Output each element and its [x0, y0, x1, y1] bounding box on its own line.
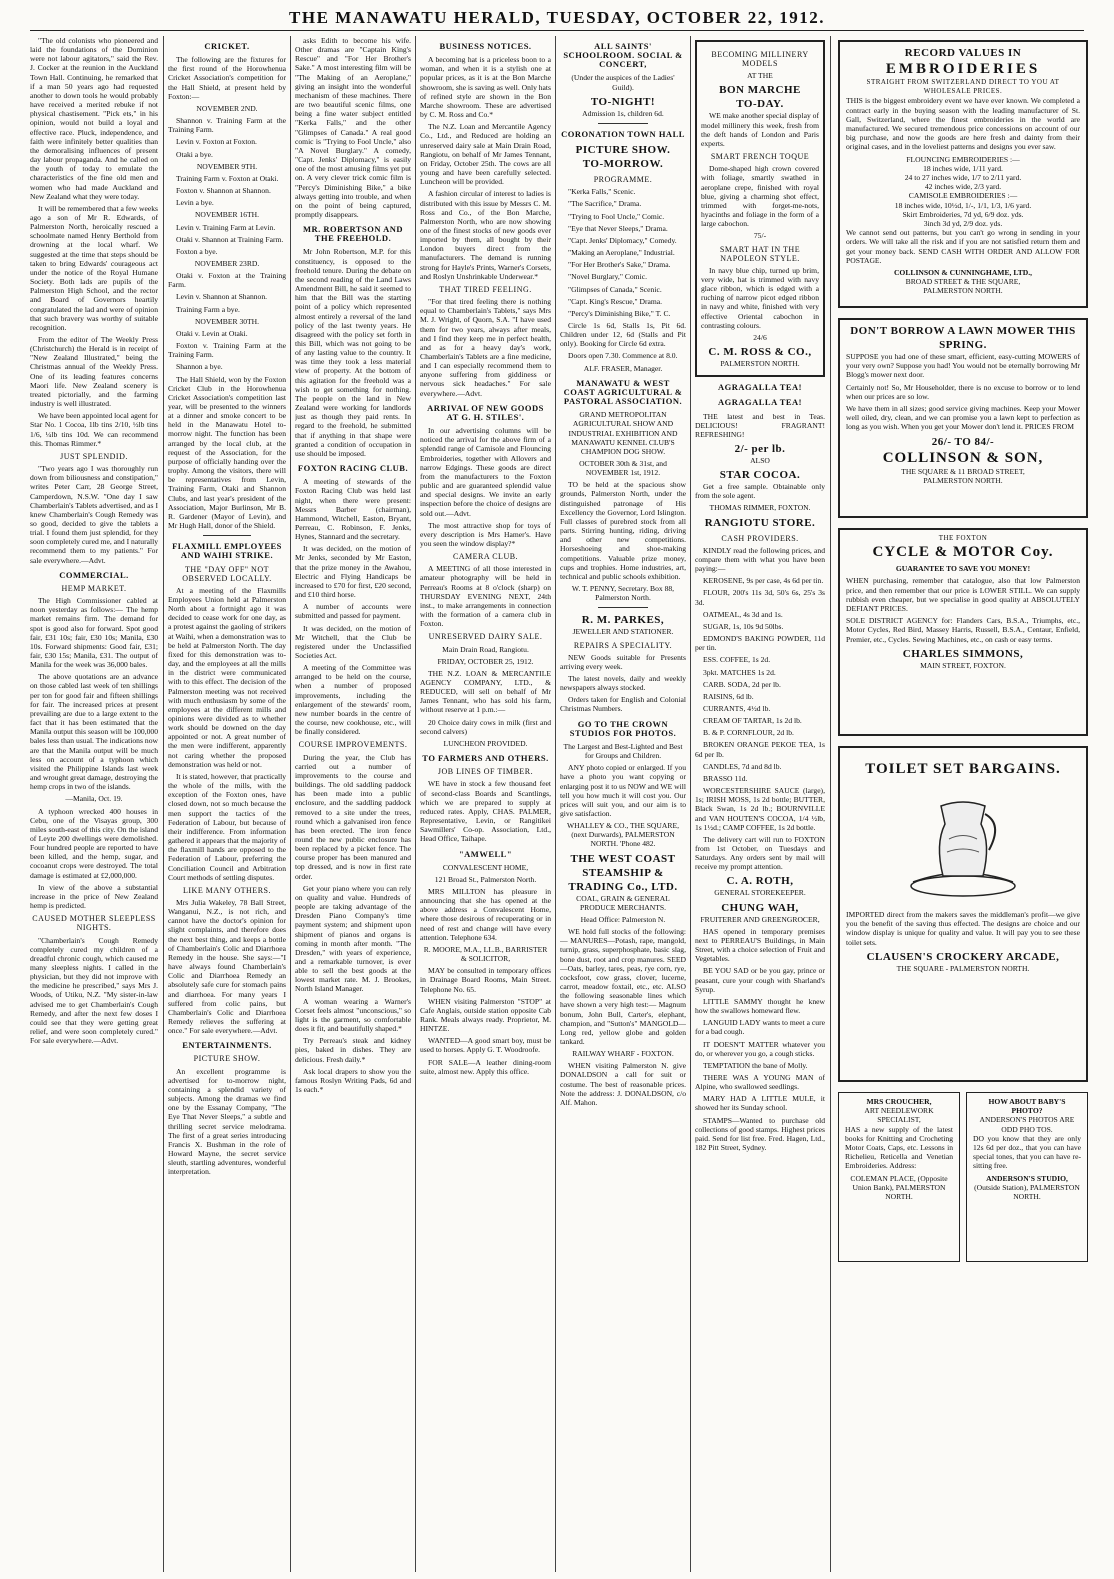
- masthead: THE MANAWATU HERALD, TUESDAY, OCTOBER 22, 1912.: [289, 8, 825, 27]
- list-item: BRASSO 11d.: [703, 773, 748, 783]
- heading: REPAIRS A SPECIALITY.: [573, 640, 673, 650]
- separator: [598, 607, 648, 608]
- paragraph: asks Edith to become his wife. Other dramas are "Captain King's Rescue" and "For Her Brother's Sake." A most interesting film will be "The Making of an Aeroplane," giving an insight into the wonderful mechanism of these machines. There are two beautiful scenic films, one being a fine water subject entitled "Kerka Falls," and the other "Glimpses of Canada." A real good comic is "Trying to Fool Uncle," also "A Novel Burglary." A comedy, "Capt. Jenks' Diplomacy," is easily one of the most amusing films yet put on. A very clever trick comic film is "Percy's Diminishing Bike," a bike always getting into trouble, and when on the point of being captured, promptly disappears.: [295, 36, 411, 219]
- price: 24/6: [753, 332, 767, 342]
- paragraph: NEW Goods suitable for Presents arriving every week.: [560, 652, 686, 671]
- paragraph: A meeting of the Committee was arranged to be held on the course, when a number of proposed improvements, including the enlargement of the stewards' room, new number boards in the centre of the course, new cookhouse, etc., will be finally considered.: [295, 663, 411, 737]
- paragraph: It will be remembered that a few weeks ago a son of Mr R. Edwards, of Palmerston North, heroically rescued a schoolmate named Henry Berthold from drowning at the local wharf. We suggested at the time that steps should be taken to bring Edwards' courageous act under the notice of the Royal Humane Society. Both lads are pupils of the Palmerston High School, and the rector and Board of Governors heartily congratulated the lad and were of opinion that such bravery was worthy of suitable recognition.: [30, 203, 158, 332]
- heading: JOB LINES OF TIMBER.: [437, 767, 534, 777]
- list-item: "Eye that Never Sleeps," Drama.: [568, 223, 668, 233]
- address: PALMERSTON NORTH.: [720, 359, 800, 369]
- separator: [203, 535, 250, 536]
- paragraph: The delivery cart will run to FOXTON from 1st October, on Tuesdays and Saturdays. Any orders sent by mail will receive my prompt attention.: [695, 834, 825, 872]
- paragraph: TO be held at the spacious show grounds, Palmerston North, under the distinguished patronage of His Excellency the Governor, Lord Islington. Full classes of purebred stock from all parts. Stirring hunting, riding, driving and other new competitions. Horseshoeing and shoe-making competitions. Valuable prize money, cups and trophies. Home industries, art, technical and public schools exhibition.: [560, 480, 686, 581]
- paragraph: The latest novels, daily and weekly newspapers always stocked.: [560, 673, 686, 693]
- fixture-line: Training Farm a bye.: [176, 304, 240, 314]
- heading: R. M. PARKES,: [581, 614, 665, 627]
- dairy-date: FRIDAY, OCTOBER 25, 1912.: [437, 656, 534, 666]
- paragraph: Ask local drapers to show you the famous Roslyn Writing Pads, 6d and 1s each.*: [295, 1066, 411, 1095]
- list-item: FLOUR, 200's 11s 3d, 50's 6s, 25's 3s 3d.: [695, 588, 825, 607]
- column-2: [168, 36, 286, 1572]
- subheading: FRUITERER AND GREENGROCER,: [700, 914, 820, 924]
- heading: ALL SAINTS' SCHOOLROOM. SOCIAL & CONCERT,: [563, 41, 683, 70]
- paragraph: "The old colonists who pioneered and laid the foundations of the Dominion were not labour agitators," said the Rev. J. Cocker at the reunion in the Auckland Town Hall. Continuing, he remarked that if a man 50 years ago had requested another to down tools he would probably have received a merited rebuke if not physical chastisement. "Pick ets," in his opinion, would not build a loyal and effective race. Pluck, independence, and faith were infinitely better qualities than the demoralising influences of present day labour propaganda. And he called on the youth of today to emulate the characteristics of the fine old men and women who had made Auckland and New Zealand what they were today.: [30, 36, 158, 201]
- paragraph: Dome-shaped high crown covered with foliage, smartly swathed in aeroplane crepe, finished with royal blue, giving a charming shot effect, trimmed with forget-me-nots, hyacinths and foliage in the form of a large cabochon.: [701, 164, 819, 229]
- paragraph: "Chamberlain's Cough Remedy completely cured my children of a dreadful chronic cough, which caused me many sleepless nights. I called in the physician, but they did not improve with the medicine he prescribed," says Mrs J. Woods, of Utiku, N.Z. "My sister-in-law advised me to get Chamberlain's Cough Remedy, and after the next few doses I could see that they were getting great relief, and were soon completely cured." For sale everywhere.—Advt.: [30, 935, 158, 1046]
- paragraph: A becoming hat is a priceless boon to a woman, and when it is a stylish one at popular prices, as it is at the Bon Marche showroom, she is saving as well. Only hats of refined style are shown in the Bon Marche showroom. These are advertised by C. M. Ross and Co.*: [420, 55, 551, 120]
- paragraph: 20 Choice dairy cows in milk (first and second calvers): [420, 717, 551, 736]
- advertiser: CHARLES SIMMONS,: [902, 647, 1024, 660]
- luncheon-note: LUNCHEON PROVIDED.: [443, 738, 528, 748]
- subheading: The Largest and Best-Lighted and Best for Groups and Children.: [563, 741, 683, 761]
- heading: ARRIVAL OF NEW GOODS AT G. H. STILES'.: [427, 402, 544, 422]
- subheading: GRAND METROPOLITAN AGRICULTURAL SHOW AND INDUSTRIAL EXHIBITION AND MANAWATU KENNEL CLUB'S CHAMPION DOG SHOW.: [568, 410, 678, 456]
- heading: THAT TIRED FEELING.: [439, 284, 532, 294]
- signature: THOMAS RIMMER, FOXTON.: [709, 503, 811, 513]
- list-item: TEMPTATION the bane of Molly.: [703, 1060, 808, 1070]
- column-divider: [290, 36, 291, 1572]
- paragraph: The High Commissioner cabled at noon yesterday as follows:— The hemp market remains firm. The demand for spot is good also for forward. Spot good fair, £31 10s; fair, £30 10s; Manila, £30 10s. Forward shipments: Good fair, £31; fair, £30 15s; Manila, £31. The output of Manila for the week was 36,000 bales.: [30, 596, 158, 670]
- paragraph: WE have in stock a few thousand feet of second-class Boards and Scantlings, which we are prepared to supply at reduced rates. Apply, CHAS. PALMER, Representative, Levin, or Rangitikei Sawmillers' Co-op. Association, Ltd., Head Office, Taihape.: [420, 779, 551, 844]
- heading: CAMERA CLUB.: [452, 552, 519, 562]
- address: THE SQUARE - PALMERSTON NORTH.: [896, 963, 1030, 973]
- heading: TO-MORROW.: [582, 158, 664, 171]
- list-item: "Capt. Jenks' Diplomacy," Comedy.: [568, 235, 677, 245]
- paragraph: Try Perreau's steak and kidney pies, baked in dishes. They are delicious. Fresh daily.*: [295, 1036, 411, 1064]
- paragraph: In navy blue chip, turned up brim, very wide, hat is trimmed with navy glace ribbon, which is edged with a ruching of narrow picot edged ribbon in navy and white, finished with very effective Oriental cabochon in contrasting colours.: [701, 265, 819, 330]
- subheading: GENERAL STOREKEEPER.: [714, 888, 806, 898]
- paragraph: The Hall Shield, won by the Foxton Cricket Club in the Horowhenua Cricket Association's competition last year, will be presented to the winners at a dinner and smoke concert to be held in the Manawatu Hotel to-morrow night. The function has been arranged by the local club, at the request of the Association, for the purpose of officially handing over the trophy. Among the visitors, there will be representatives from Levin, Training Farm, Otaki and Shannon Clubs, and last year's president of the Association, Major Burlinson, Mr B. R. Gardener (Mayor of Levin), and Mr Hugh Hall, donor of the Shield.: [168, 374, 286, 531]
- paragraph: WHEN visiting Palmerston "STOP" at Cafe Anglais, outside station opposite Cab Rank. Meals always ready. Proprietor, M. HINTZE.: [420, 996, 551, 1034]
- paragraph: In view of the above a substantial increase in the price of New Zealand hemp is predicted.: [30, 882, 158, 911]
- paragraph: It is stated, however, that practically the whole of the mills, with the exception of the Foxton ones, have closed down, not so much because the men support the tactics of the Federation of Labour, but because of their indifference. From information gathered it appears that the majority of the flaxmill hands are opposed to the Federation of Labour, preferring the Conciliation Council and Arbitration Court methods of settling disputes.: [168, 771, 286, 882]
- list-item: "Kerka Falls," Scenic.: [568, 187, 636, 197]
- paragraph: It was decided, on the motion of Mr Jenks, seconded by Mr Easton, that the prize money in the Awahou, Electric and Flying Handicaps be increased to £70 for first, £20 second, and £10 third horse.: [295, 544, 411, 600]
- paragraph: MRS MILLTON has pleasure in announcing that she has opened at the above address a Convalescent Home, where those desirous of recuperating or in need of rest and change will have every attention. Telephone 634.: [420, 886, 551, 942]
- fixture-line: NOVEMBER 9TH.: [196, 161, 258, 171]
- paragraph: Mrs Julia Wakeley, 78 Ball Street, Wanganui, N.Z., is not rich, and cannot have the doctor's opinion for slight complaints, and therefore does the next best thing, and keeps a bottle of Chamberlain's Colic and Diarrhoea Remedy in the house. She says:—"I have always found Chamberlain's Colic and Diarrhoea Remedy an absolutely safe cure for stomach pains and diarrhoea. For many years I suffered from colic pains, but Chamberlain's Colic and Diarrhoea Remedy relieves the suffering at once." For sale everywhere.—Advt.: [168, 897, 286, 1036]
- advertiser: COLLINSON & SON,: [882, 449, 1044, 466]
- paragraph: At a meeting of the Flaxmills Employees Union held at Palmerston North about a fortnight ago it was decided to cease work for one day, as a protest against the gaoling of strikers at Waihi, when a demonstration was to be held at Palmerston North. The day fixed for this demonstration was to-day, and the employees at all the mills in the district were communicated with to this effect. The decision of the Palmerston meeting was not received with much enthusiasm by some of the employees at the different mills and opinions were divided as to whether work should be downed on the day appointed or not. A great number of the men were indifferent, apparently not caring whether the proposed demonstration was held or not.: [168, 585, 286, 769]
- price: 2/- per lb.: [734, 443, 786, 455]
- list-item: WORCESTERSHIRE SAUCE (large), 1s; IRISH MOSS, 1s 2d bottle; BUTTER, Black Swan, 1s 2d lb.; BOURNVILLE and VAN HOUTEN'S COCOA, 1/4 ½lb, 1s 1½d.; CAMP COFFEE, 1s 2d bottle.: [695, 786, 825, 832]
- heading: COMMERCIAL.: [59, 569, 129, 580]
- paragraph: We have been appointed local agent for Star No. 1 Cocoa, 1lb tins 2/10, ½lb tins 1/6, ¼lb tins 10d. We can recommend this. Thomas Rimmer.*: [30, 411, 158, 448]
- anderson-ad: [966, 1092, 1088, 1262]
- list-item: "The Sacrifice," Drama.: [568, 199, 642, 209]
- paragraph: "Two years ago I was thoroughly run down from biliousness and constipation," writes Peter Carr, 28 George Street, Camperdown, N.S.W. "One day I saw Chamberlain's Tablets advertised, and as I knew Chamberlain's Cough Remedy was so good, decided to give the tablets a trial. I found them just splendid, for they soon completely cured me, and I naturally recommend them to my patients." For sale everywhere.—Advt.: [30, 464, 158, 565]
- address: (Outside Station), PALMERSTON NORTH.: [974, 1182, 1080, 1202]
- fixture-line: Otaki a bye.: [176, 149, 213, 159]
- list-item: CARB. SODA, 2d per lb.: [703, 679, 781, 689]
- fixture-line: Otaki v. Foxton at the Training Farm.: [168, 271, 286, 290]
- paragraph: WHEN visiting Palmerston N. give DONALDSON a call for suit or costume. The best of reasonable prices. Note the address: J. DONALDSON, c/o Alf. Mahon.: [560, 1061, 686, 1107]
- paragraph: The most attractive shop for toys of every description is Mrs Hamer's. Have you seen the window display?*: [420, 520, 551, 548]
- paragraph: KINDLY read the following prices, and compare them with what you have been paying:—: [695, 545, 825, 574]
- paragraph: Mr John Robertson, M.P. for this constituency, is opposed to the freehold tenure. During the debate on the second reading of the Land Laws Amendment Bill, he said it seemed to him that the Bill was the starting point of a policy which represented almost entirely a reversal of the land policy of the last twenty years. He disagreed with the policy set forth in this Bill, which was not going to be of any lasting value to the country. It was time they took a less material view of property. At the bottom of this agitation for the freehold was a wish to get something for nothing. The people on the land in New Zealand were working for landlords just as though they paid rents. In regard to the freehold, he submitted that if anything in that shape were granted a condition of occupation in use should be imposed.: [295, 247, 411, 458]
- column-6: [695, 36, 825, 1572]
- paragraph: "For that tired feeling there is nothing equal to Chamberlain's Tablets," says Mrs M. J. Wright, of Quorn, S.A. "I have used them for two years, always after meals, and I find they keep me in perfect health, and as for a heavy day's work, Chamberlain's Tablets are a fine medicine, and I can especially recommend them to anyone suffering from giddiness or nervous sick headaches." For sale everywhere.—Advt.: [420, 297, 551, 398]
- paragraph: THE N.Z. LOAN & MERCANTILE AGENCY COMPANY, LTD., & REDUCED, will sell on behalf of Mr James Tennant, who has sold his farm, without reserve at 1 p.m.:—: [420, 668, 551, 715]
- list-item: "Percy's Diminishing Bike," T. C.: [568, 308, 671, 318]
- heading: HOW ABOUT BABY'S PHOTO?: [988, 1097, 1066, 1116]
- paragraph: Circle 1s 6d, Stalls 1s, Pit 6d. Children under 12, 6d (Stalls and Pit only). Booking for Circle 6d extra.: [560, 320, 686, 349]
- toilet-set-ad: [838, 746, 1088, 1082]
- heading: FOXTON RACING CLUB.: [297, 463, 409, 474]
- fixture-line: NOVEMBER 30TH.: [194, 316, 260, 326]
- address: Head Office: Palmerston N.: [580, 914, 666, 924]
- subheading: COAL, GRAIN & GENERAL PRODUCE MERCHANTS.: [576, 893, 670, 912]
- paragraph: A typhoon wrecked 400 houses in Cebu, one of the Visayas group, 300 miles south-east of this city. On the island of Leyte 200 dwellings were demolished. Four hundred people are reported to have been killed, and the hemp, sugar, and cocoanut crops were destroyed. The total damage is estimated at £2,000,000.: [30, 806, 158, 880]
- paragraph: A meeting of stewards of the Foxton Racing Club was held last night, when there were present: Messrs Barber (chairman), Hammond, Witchell, Easton, Bryant, Perreau, C. Robinson, F. Jenks, Hynes, Stannard and the secretary.: [295, 477, 411, 542]
- heading: BUSINESS NOTICES.: [439, 41, 532, 51]
- column-1: [30, 36, 158, 1572]
- heading: COURSE IMPROVEMENTS.: [298, 740, 408, 750]
- croucher-ad: [838, 1092, 960, 1262]
- label: ALSO: [750, 456, 770, 465]
- list-item: 18 inches wide, 10½d, 1/-, 1/1, 1/3, 1/6 yard.: [894, 200, 1032, 210]
- paragraph: A number of accounts were submitted and passed for payment.: [295, 602, 411, 621]
- signature: WHALLEY & CO., THE SQUARE, (next Durwards), PALMERSTON NORTH. 'Phone 482.: [566, 821, 679, 849]
- address: COLEMAN PLACE, (Opposite Union Bank), PALMERSTON NORTH.: [850, 1173, 948, 1202]
- fixture-line: Otaki v. Levin at Otaki.: [176, 328, 248, 338]
- paragraph: SOLE DISTRICT AGENCY for: Flanders Cars, B.S.A., Triumphs, etc., Motor Cycles, Red Bird, Massey Harris, Russell, B.S.A., Centaur, Enfield, Premier, etc., Cycles. Sewing Machines, etc., on cash or easy terms.: [846, 616, 1080, 644]
- fixture-line: NOVEMBER 23RD.: [194, 258, 260, 268]
- heading: THE "DAY OFF" NOT OBSERVED LOCALLY.: [182, 564, 272, 583]
- address: RAILWAY WHARF - FOXTON.: [572, 1049, 674, 1059]
- jug-and-basin-illustration: [903, 784, 1023, 904]
- fixture-list: [168, 104, 286, 372]
- fixture-line: Shannon v. Training Farm at the Training Farm.: [168, 116, 286, 135]
- paragraph: Certainly not! So, Mr Householder, there is no excuse to borrow or to lend when our prices are so low.: [846, 382, 1080, 401]
- heading: TO FARMERS AND OTHERS.: [422, 753, 549, 764]
- column-4: [420, 36, 551, 1572]
- fixture-line: NOVEMBER 16TH.: [194, 210, 260, 220]
- heading: AGRAGALLA TEA!: [717, 397, 803, 408]
- fixture-line: NOVEMBER 2ND.: [196, 103, 258, 113]
- heading: CRICKET.: [204, 41, 250, 51]
- paragraph: Orders taken for English and Colonial Christmas Numbers.: [560, 695, 686, 714]
- list-item: "Novel Burglary," Comic.: [568, 272, 647, 282]
- list-item: 3inch 3d yd, 2/9 doz. yds.: [923, 219, 1003, 229]
- list-item: 24 to 27 inches wide, 1/7 to 2/11 yard.: [904, 173, 1022, 183]
- signature: ALF. FRASER, Manager.: [583, 363, 663, 373]
- paragraph: It was decided, on the motion of Mr Witchell, that the Club be registered under the Unclassified Societies Act.: [295, 623, 411, 660]
- list-item: CURRANTS, 4½d lb.: [703, 703, 771, 713]
- column-5: [560, 36, 686, 1572]
- paragraph: The following are the fixtures for the first round of the Horowhenua Cricket Association's competition for the Hall Shield, at present held by Foxton:—: [168, 55, 286, 101]
- heading: C. M. ROSS & CO.,: [708, 346, 812, 359]
- list-item: B. & P. CORNFLOUR, 2d lb.: [703, 728, 794, 738]
- heading: MR. ROBERTSON AND THE FREEHOLD.: [302, 224, 404, 244]
- heading: JUST SPLENDID.: [60, 451, 128, 461]
- heading: TOILET SET BARGAINS.: [865, 761, 1061, 777]
- paragraph: A MEETING of all those interested in amateur photography will be held in Perreau's Rooms at 8 o'clock (sharp) on THURSDAY EVENING NEXT, 24th inst., to make arrangements in connection with the formation of a camera club in Foxton.: [420, 564, 551, 629]
- fixture-line: Levin v. Training Farm at Levin.: [176, 222, 276, 232]
- paragraph: We have them in all sizes; good service giving machines. Keep your Mower well oiled, dry, clean, and we can promise you a lawn kept to perfection as long as you wish. When you get your Mower don't lend it. PRICES FROM: [846, 404, 1080, 432]
- price-list: [695, 576, 825, 832]
- column-divider: [690, 36, 691, 1572]
- address: BROAD STREET & THE SQUARE,: [905, 277, 1021, 287]
- list-item: KEROSENE, 9s per case, 4s 6d per tin.: [703, 576, 824, 586]
- mower-ad: [838, 318, 1088, 518]
- list-item: "Capt. King's Rescue," Drama.: [568, 296, 663, 306]
- heading: FLAXMILL EMPLOYEES AND WAIHI STRIKE.: [172, 541, 282, 561]
- subheading: AT THE: [747, 71, 773, 81]
- heading: MANAWATU & WEST COAST AGRICULTURAL & PASTORAL ASSOCIATION.: [563, 377, 683, 407]
- paragraph: Get a free sample. Obtainable only from the sole agent.: [695, 482, 825, 501]
- list-item: CREAM OF TARTAR, 1s 2d lb.: [703, 716, 802, 726]
- small-ads: [695, 966, 825, 1112]
- heading: GO TO THE CROWN STUDIOS FOR PHOTOS.: [569, 718, 677, 738]
- signature: W. T. PENNY, Secretary. Box 88, Palmerston North.: [571, 584, 675, 603]
- heading: SMART FRENCH TOQUE: [710, 152, 810, 162]
- list-item: BROKEN ORANGE PEKOE TEA, 1s 6d per lb.: [695, 740, 825, 759]
- subheading: GUARANTEE TO SAVE YOU MONEY!: [895, 564, 1031, 574]
- list-item: 3pkt. MATCHES 1s 2d.: [703, 667, 776, 677]
- heading: TO-NIGHT!: [590, 95, 656, 108]
- fixture-line: Levin a bye.: [176, 198, 214, 208]
- paragraph: FOR SALE—A leather dining-room suite, almost new. Apply this office.: [420, 1057, 551, 1076]
- separator: [598, 123, 648, 124]
- paragraph: THE latest and best in Teas. DELICIOUS! FRAGRANT! REFRESHING!: [695, 411, 825, 439]
- paragraph: The above quotations are an advance on those cabled last week of ten shillings per ton for good fair and fifteen shillings for fair. The increased prices at present prevailing are due to a large extent to the fact that it has been estimated that the Manila output this season will be 100,000 bales less than usual. The indications now are that the Manila output will be much less on account of a typhoon which visited the Philippine Islands last week and wrought great damage, destroying the hemp crops in two of the islands.: [30, 672, 158, 792]
- dairy-location: Main Drain Road, Rangiotu.: [442, 644, 529, 654]
- embroideries-ad: [838, 40, 1088, 308]
- heading: PICTURE SHOW.: [193, 1054, 261, 1064]
- advertiser: ANDERSON'S STUDIO,: [986, 1173, 1068, 1183]
- address: 121 Broad St., Palmerston North.: [434, 874, 537, 884]
- column-divider: [555, 36, 556, 1572]
- list-item: "Glimpses of Canada," Scenic.: [568, 284, 662, 294]
- subheading: STRAIGHT FROM SWITZERLAND DIRECT TO YOU AT WHOLESALE PRICES.: [866, 78, 1060, 96]
- paragraph: SUPPOSE you had one of these smart, efficient, easy-cutting MOWERS of your very own? Suppose you had! You would not be eternally borrowing Mr Blogg's mower next door.: [846, 352, 1080, 380]
- paragraph: The N.Z. Loan and Mercantile Agency Co., Ltd., and Reduced are holding an unreserved dairy sale at Main Drain Road, Rangiotu, on behalf of Mr James Tennant, on Friday, October 25th. The cows are all young and have been carefully selected. Luncheon will be provided.: [420, 122, 551, 187]
- list-item: BE YOU SAD or be you gay, prince or peasant, cure your cough with Sharland's Syrup.: [695, 966, 825, 994]
- fixture-line: Foxton a bye.: [176, 246, 218, 256]
- list-item: RAISINS, 6d lb.: [703, 691, 754, 701]
- address: PALMERSTON NORTH.: [923, 286, 1003, 296]
- subheading: ANDERSON'S PHOTOS ARE ODD PHO TOS.: [979, 1115, 1075, 1134]
- subheading: (Under the auspices of the Ladies' Guild).: [571, 73, 675, 92]
- subheading: ART NEEDLEWORK SPECIALIST,: [864, 1106, 934, 1125]
- admission: Admission 1s, children 6d.: [582, 108, 664, 118]
- heading: FLOUNCING EMBROIDERIES :—: [906, 154, 1020, 164]
- column-divider: [415, 36, 416, 1572]
- paragraph: THIS is the biggest embroidery event we have ever known. We completed a contract early in the buying season with the leading manufacturer of St. Gall, Switzerland, where the finest embroideries in the world are manufactured. We secured tremendous price concessions on account of our big purchase, and now the goods are here fresh and dainty from their original cases, and in the loveliest patterns and designs you ever saw.: [846, 96, 1080, 152]
- heading: TO-DAY.: [736, 98, 784, 111]
- heading: RECORD VALUES IN: [904, 47, 1022, 59]
- heading: BECOMING MILLINERY MODELS: [711, 50, 809, 69]
- paragraph: HAS opened in temporary premises next to PERREAU'S Buildings, in Main Street, with a choice selection of Fruit and Vegetables.: [695, 926, 825, 964]
- list-item: THERE WAS A YOUNG MAN of Alpine, who swallowed seedlings.: [695, 1072, 825, 1092]
- film-list: [560, 187, 686, 318]
- list-item: LANGUID LADY wants to meet a cure for a bad cough.: [695, 1018, 825, 1037]
- paragraph: WE make another special display of model millinery this week, fresh from the deft hands of London and Paris experts.: [701, 111, 819, 148]
- list-item: "For Her Brother's Sake," Drama.: [568, 260, 671, 270]
- heading: CASH PROVIDERS.: [721, 533, 799, 543]
- heading: PICTURE SHOW.: [575, 144, 671, 157]
- column-3: [295, 36, 411, 1572]
- heading: CYCLE & MOTOR Coy.: [872, 544, 1054, 561]
- fixture-line: Training Farm v. Foxton at Otaki.: [176, 173, 279, 183]
- list-item: IT DOESN'T MATTER whatever you do, or wherever you go, a cough sticks.: [695, 1039, 825, 1058]
- advertiser: CLAUSEN'S CROCKERY ARCADE,: [866, 950, 1060, 963]
- heading: SMART HAT IN THE NAPOLEON STYLE.: [719, 244, 801, 263]
- paragraph: A woman wearing a Warner's Corset feels almost "unconscious," so light is the garment, so comfortable does it fit, and beautifully shaped.*: [295, 996, 411, 1034]
- list-item: "Trying to Fool Uncle," Comic.: [568, 211, 665, 221]
- dates: OCTOBER 30th & 31st, and NOVEMBER 1st, 1912.: [579, 459, 667, 478]
- list-item: "Making an Aeroplane," Industrial.: [568, 248, 675, 258]
- list-item: OATMEAL, 4s 3d and 1s.: [703, 609, 783, 619]
- list-item: 18 inches wide, 1/11 yard.: [923, 163, 1003, 173]
- dateline: —Manila, Oct. 19.: [65, 794, 123, 804]
- paragraph: In our advertising columns will be noticed the arrival for the above firm of a splendid range of Camisole and Flouncing Embroideries, together with Allovers and narrow Edgings. These goods are direct from the manufacturers to the Foxton public and are guaranteed splendid value and special designs. We invite an early inspection before the choice of designs are sold out.—Advt.: [420, 426, 551, 518]
- fixture-line: Foxton v. Shannon at Shannon.: [176, 186, 271, 196]
- masthead-rule: [30, 30, 1084, 31]
- heading: STAR COCOA.: [719, 469, 801, 482]
- heading: DON'T BORROW A LAWN MOWER THIS SPRING.: [850, 325, 1076, 351]
- heading: CAUSED MOTHER SLEEPLESS NIGHTS.: [32, 914, 156, 933]
- subheading: CONVALESCENT HOME,: [442, 862, 529, 872]
- price: 26/- TO 84/-: [931, 435, 995, 448]
- list-item: CANDLES, 7d and 8d lb.: [703, 761, 782, 771]
- list-item: SUGAR, 1s, 10s 9d 50lbs.: [703, 621, 784, 631]
- address: PALMERSTON NORTH.: [923, 475, 1003, 485]
- cycle-ad: [838, 528, 1088, 736]
- heading: CHUNG WAH,: [721, 901, 799, 914]
- list-item: Skirt Embroideries, 7d yd, 6/9 doz. yds.: [902, 209, 1024, 219]
- heading: PROGRAMME.: [593, 175, 653, 185]
- heading: MRS CROUCHER,: [866, 1097, 932, 1106]
- column-divider: [830, 36, 831, 1572]
- column-divider: [163, 36, 164, 1572]
- list-item: 42 inches wide, 2/3 yard.: [924, 182, 1002, 192]
- fixture-line: Foxton v. Training Farm at the Training Farm.: [168, 341, 286, 360]
- paragraph: During the year, the Club has carried out a number of improvements to the course and buildings. The old saddling paddock has been made into a public enclosure, and the saddling paddock removed to a site under the trees, round which a galvanised iron fence has been erected. The iron fence round the new public enclosure has been replaced by a picket fence. The course proper has been manured and top dressed, and is now in first rate order.: [295, 752, 411, 881]
- paragraph: We cannot send out patterns, but you can't go wrong in sending in your orders. We will take all the risk and if you are not satisfied return them and get your money back. SEND CASH WITH ORDER AND ALLOW FOR POSTAGE.: [846, 228, 1080, 265]
- heading: RANGIOTU STORE.: [704, 516, 816, 529]
- heading: CAMISOLE EMBROIDERIES :—: [908, 191, 1018, 201]
- list-item: LITTLE SAMMY thought he knew how the swallows homeward flew.: [695, 996, 825, 1016]
- heading: HEMP MARKET.: [61, 583, 127, 593]
- paragraph: An excellent programme is advertised for to-morrow night, containing a splendid variety of subjects. Among the dramas we find one by the Essanay Company, "The Eye That Never Sleeps," a subtle and thrilling secret service melodrama. The first of a great series introducing Francis X. Bushman in the role of Howard Mayne, the secret service sleuth, startling adventures, wonderful interpretation.: [168, 1066, 286, 1177]
- advertiser: COLLINSON & CUNNINGHAME, LTD.,: [893, 268, 1033, 278]
- heading: CORONATION TOWN HALL: [561, 128, 685, 139]
- paragraph: IMPORTED direct from the makers saves the middleman's profit—we give you the benefit of the saving thus effected. The designs are choice and our window display is unique for quality and value. It will pay you to see these toilet sets.: [846, 910, 1080, 947]
- paragraph: ANY photo copied or enlarged. If you have a photo you want copying or enlarging post it to us NOW and WE will tell you how much it will cost you. Our prices will suit you, and our aim is to give satisfaction.: [560, 763, 686, 818]
- fixture-line: Levin v. Foxton at Foxton.: [176, 137, 257, 147]
- fixture-line: Shannon a bye.: [176, 362, 223, 372]
- heading: UNRESERVED DAIRY SALE.: [428, 632, 543, 642]
- heading: THE FOXTON: [938, 534, 988, 542]
- paragraph: WANTED—A good smart boy, must be used to horses. Apply G. T. Woodroofe.: [420, 1036, 551, 1055]
- heading: BON MARCHE: [719, 84, 801, 97]
- address: MAIN STREET, FOXTON.: [920, 660, 1006, 670]
- bon-marche-ad: [695, 40, 825, 377]
- heading: C. A. ROTH,: [726, 875, 794, 888]
- heading: LIKE MANY OTHERS.: [183, 885, 271, 895]
- subheading: JEWELLER AND STATIONER.: [572, 627, 674, 637]
- heading: EMBROIDERIES: [885, 61, 1041, 77]
- paragraph: From the editor of The Weekly Press (Christchurch) the Herald is in receipt of "New Zealand Illustrated," being the Christmas annual of the Weekly Press. One of its leading features concerns Maori life. New Zealand scenery is treated pictorially, and the farming industry is well illustrated.: [30, 335, 158, 409]
- paragraph: MAY be consulted in temporary offices in Drainage Board Rooms, Main Street. Telephone No. 65.: [420, 966, 551, 994]
- paragraph: WE hold full stocks of the following:— MANURES—Potash, rape, mangold, turnip, grass, superphosphate, basic slag, bone dust, root and crop manures. SEED—Oats, barley, tares, peas, rye corn, rye, cocksfoot, cow grass, clover, lucerne, carrot, meadow foxtail, etc., etc. ALSO the following seasonable lines which have shown a very high test:— Magnum bonum, John Bull, Carter's, elephant, champion, and "Sutton's" MANGOLD—Long red, yellow globe and golden tankard.: [560, 927, 686, 1046]
- list-item: ESS. COFFEE, 1s 2d.: [703, 655, 771, 665]
- list-item: EDMOND'S BAKING POWDER, 11d per tin.: [695, 634, 825, 653]
- paragraph: DO you know that they are only 12s 6d per doz., that you can have special tones, that you can have re-sitting free.: [973, 1133, 1081, 1171]
- fixture-line: Otaki v. Shannon at Training Farm.: [176, 234, 284, 244]
- heading: AGRAGALLA TEA!: [717, 382, 803, 393]
- price: 75/-: [753, 231, 767, 241]
- heading: "AMWELL": [458, 848, 513, 859]
- paragraph: STAMPS—Wanted to purchase old collections of good stamps. Highest prices paid. Send for list free. Fred. Hagen, Ltd., 182 Pitt Street, Sydney.: [695, 1115, 825, 1153]
- paragraph: Doors open 7.30. Commence at 8.0.: [568, 351, 678, 361]
- fixture-line: Levin v. Shannon at Shannon.: [176, 292, 268, 302]
- heading: R. MOORE, M.A., LL.B., BARRISTER & SOLICITOR,: [423, 944, 548, 964]
- paragraph: Get your piano where you can rely on quality and value. Hundreds of people are taking advantage of the Dresden Piano Company's time payment system; and shipment upon shipment of pianos and organs is coming in month after month. "The Dresden," with years of experience, and a remarkable turnover, is ever able to sell the best goods at the lowest market rate. M. J. Brookes, North Island Manager.: [295, 883, 411, 994]
- paragraph: HAS a new supply of the latest books for Knitting and Crocheting Motor Coats, Caps, etc. Lessons in Richelieu, Reticella and Venetian Embroideries. Address:: [845, 1124, 953, 1171]
- heading: THE WEST COAST STEAMSHIP & TRADING Co., LTD.: [568, 852, 678, 893]
- list-item: MARY HAD A LITTLE MULE, it showed her its Sunday school.: [695, 1094, 825, 1113]
- paragraph: WHEN purchasing, remember that catalogue, also that low Palmerston price, and then remember that our price is LOWER STILL. We can supply rubbish even cheaper, but we specialise in good quality at ABSOLUTELY DEFIANT PRICES.: [846, 576, 1080, 614]
- address: THE SQUARE & 11 BROAD STREET,: [901, 466, 1025, 476]
- paragraph: A fashion circular of interest to ladies is distributed with this issue by Messrs C. M. Ross and Co., of the Bon Marche, Palmerston North, who are now showing one of the finest stocks of new goods ever imported by them, all bought by their London buyers direct from the manufacturers. The demand is running strong for Hayle's Prints, Warner's Corsets, and Roslyn Unshrinkable Underwear.*: [420, 189, 551, 281]
- heading: ENTERTAINMENTS.: [182, 1040, 272, 1051]
